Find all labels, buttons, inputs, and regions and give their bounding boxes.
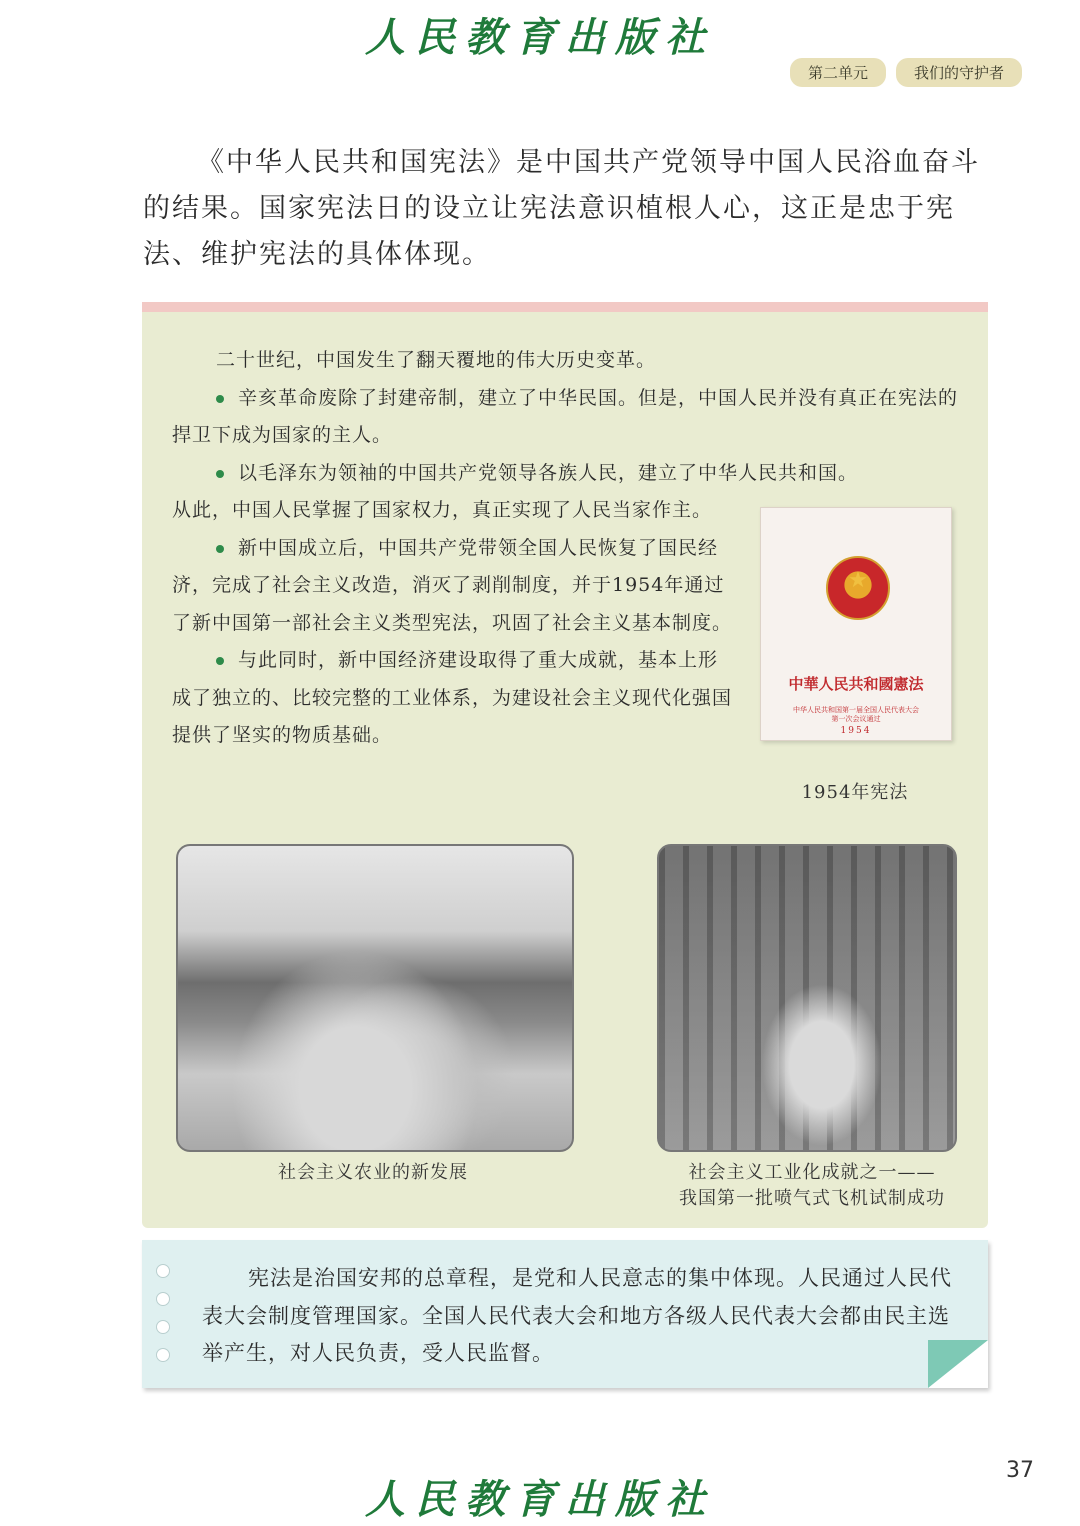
agriculture-caption: 社会主义农业的新发展: [278, 1162, 468, 1183]
jet-aircraft-photo: [657, 844, 957, 1152]
bullet-dot-icon: [216, 470, 224, 478]
binder-hole-icon: [156, 1320, 170, 1334]
bullet-dot-icon: [216, 395, 224, 403]
bullet-dot-icon: [216, 657, 224, 665]
bullet-text: 以毛泽东为领袖的中国共产党领导各族人民，建立了中华人民共和国。: [238, 461, 859, 484]
booklet-small-text: 中华人民共和国第一届全国人民代表大会第一次会议通过: [793, 706, 919, 723]
unit-tabs: [790, 58, 1022, 87]
binder-hole-icon: [156, 1292, 170, 1306]
page-curl-fold: [928, 1340, 988, 1388]
history-panel: [142, 302, 988, 1228]
publisher-logo-top: 人民教育出版社: [365, 14, 715, 61]
bullet-xinhai: [172, 380, 962, 455]
intro-paragraph: 《中华人民共和国宪法》是中国共产党领导中国人民浴血奋斗的结果。国家宪法日的设立让宪法意识植根人心，这正是忠于宪法、维护宪法的具体体现。: [143, 147, 980, 270]
publisher-logo-bottom: 人民教育出版社: [365, 1476, 715, 1523]
industry-caption-line1: 社会主义工业化成就之一——: [688, 1162, 936, 1183]
bullet-continuation: 从此，中国人民掌握了国家权力，真正实现了人民当家作主。: [172, 499, 713, 521]
booklet-year: 1954: [840, 726, 872, 736]
binder-hole-icon: [156, 1348, 170, 1362]
booklet-caption: 1954年宪法: [801, 782, 909, 803]
page-number: 37: [1006, 1458, 1034, 1483]
bullet-dot-icon: [216, 545, 224, 553]
national-emblem-icon: ★: [826, 556, 890, 620]
constitution-1954-image: [760, 507, 952, 741]
bullet-economy: [172, 642, 737, 755]
binder-hole-icon: [156, 1264, 170, 1278]
memo-text: 宪法是治国安邦的总章程，是党和人民意志的集中体现。人民通过人民代表大会制度管理国家。全国人民代表大会和地方各级人民代表大会都由民主选举产生，对人民负责，受人民监督。: [202, 1266, 952, 1365]
bullet-text: 新中国成立后，中国共产党带领全国人民恢复了国民经济，完成了社会主义改造，消灭了剥削制度，并于1954年通过了新中国第一部社会主义类型宪法，巩固了社会主义基本制度。: [172, 536, 733, 634]
unit-tab-title: 我们的守护者: [896, 58, 1022, 87]
bullet-text: 与此同时，新中国经济建设取得了重大成就，基本上形成了独立的、比较完整的工业体系，为建设社会主义现代化强国提供了坚实的物质基础。: [172, 649, 733, 746]
industry-caption-line2: 我国第一批喷气式飞机试制成功: [679, 1188, 945, 1209]
bullet-prc-founding: [172, 455, 962, 493]
panel-lead: 二十世纪，中国发生了翻天覆地的伟大历史变革。: [216, 349, 657, 371]
industry-caption: [647, 1160, 977, 1212]
bullet-text: 辛亥革命废除了封建帝制，建立了中华民国。但是，中国人民并没有真正在宪法的捍卫下成为国家的主人。: [172, 386, 959, 446]
memo-note: [142, 1240, 988, 1388]
agriculture-photo: [176, 844, 574, 1152]
unit-tab-number: 第二单元: [790, 58, 886, 87]
bullet-new-china: [172, 530, 737, 643]
booklet-title: 中華人民共和國憲法: [788, 675, 924, 693]
